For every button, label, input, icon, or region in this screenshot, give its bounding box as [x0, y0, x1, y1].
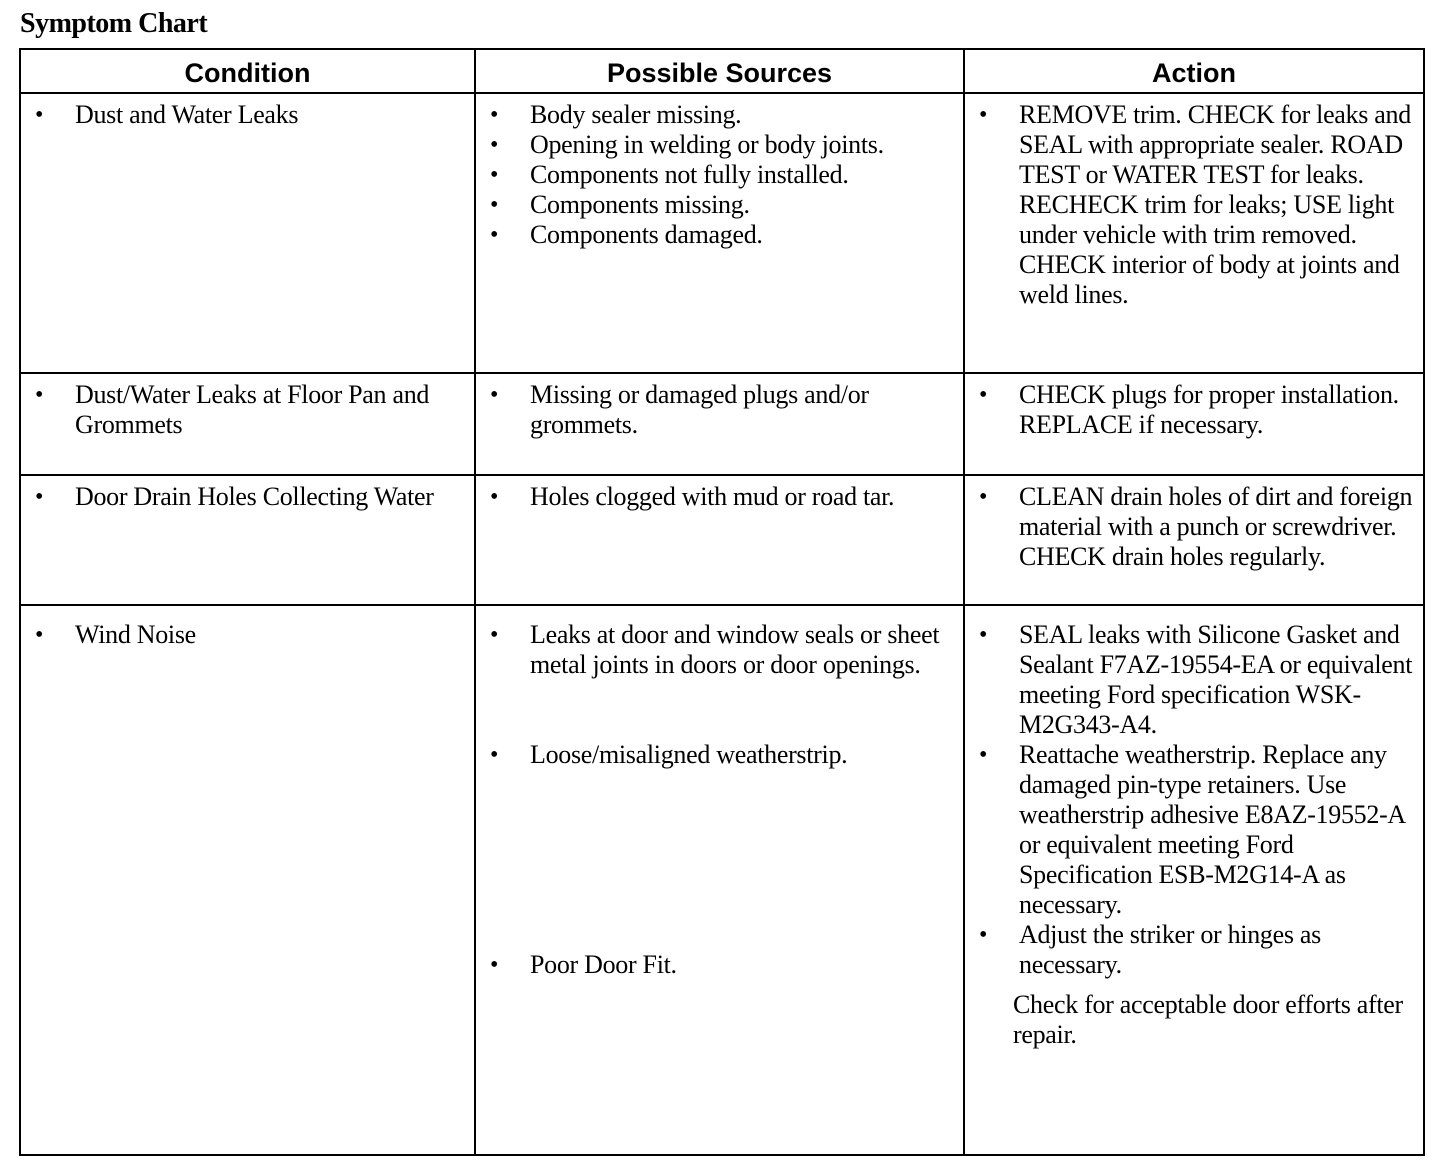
list-item: [29, 380, 466, 440]
bullet-icon: •: [35, 622, 44, 648]
bullet-icon: •: [490, 622, 499, 648]
bullet-icon: •: [490, 382, 499, 408]
condition-text: Wind Noise: [75, 620, 196, 649]
source-text: Missing or damaged plugs and/or grommets.: [530, 380, 869, 439]
table-row: [20, 475, 1424, 605]
condition-text: Door Drain Holes Collecting Water: [75, 482, 434, 511]
source-text: Leaks at door and window seals or sheet metal joints in doors or door openings.: [530, 620, 940, 679]
action-note: Check for acceptable door efforts after repair.: [1013, 990, 1403, 1049]
list-item: [484, 220, 955, 250]
action-cell: [964, 475, 1424, 605]
list-item: [484, 740, 955, 770]
bullet-icon: •: [979, 102, 988, 128]
condition-cell: [20, 93, 475, 373]
table-row: [20, 605, 1424, 1155]
bullet-icon: •: [490, 222, 499, 248]
table-row: [20, 93, 1424, 373]
bullet-icon: •: [490, 952, 499, 978]
sources-cell: [475, 93, 964, 373]
header-row: [20, 49, 1424, 93]
bullet-icon: •: [35, 102, 44, 128]
bullet-icon: •: [979, 484, 988, 510]
list-item: [484, 482, 955, 512]
action-text: REMOVE trim. CHECK for leaks and SEAL with appropriate sealer. ROAD TEST or WATER TEST for leaks. RECHECK trim for leaks; USE light under vehicle with trim removed. CHECK interior of body at joints and weld lines.: [1019, 100, 1411, 309]
list-item: [484, 130, 955, 160]
list-item: [973, 100, 1415, 310]
action-text: Reattache weatherstrip. Replace any damaged pin-type retainers. Use weatherstrip adhesive E8AZ-19552-A or equivalent meeting Ford Specification ESB-M2G14-A as necessary.: [1019, 740, 1405, 919]
sources-cell: [475, 475, 964, 605]
bullet-icon: •: [490, 102, 499, 128]
sources-cell: [475, 605, 964, 1155]
list-item: [973, 482, 1415, 572]
sources-cell: [475, 373, 964, 475]
action-text: SEAL leaks with Silicone Gasket and Sealant F7AZ-19554-EA or equivalent meeting Ford specification WSK-M2G343-A4.: [1019, 620, 1413, 739]
action-text: CHECK plugs for proper installation. REPLACE if necessary.: [1019, 380, 1399, 439]
bullet-icon: •: [35, 382, 44, 408]
list-item: [29, 620, 466, 650]
list-item: [29, 482, 466, 512]
action-cell: [964, 373, 1424, 475]
action-cell: [964, 605, 1424, 1155]
list-item: [973, 740, 1415, 920]
action-cell: [964, 93, 1424, 373]
header-possible-sources: Possible Sources: [475, 49, 964, 93]
source-text: Components missing.: [530, 190, 750, 219]
source-text: Holes clogged with mud or road tar.: [530, 482, 895, 511]
source-text: Components not fully installed.: [530, 160, 849, 189]
bullet-icon: •: [979, 382, 988, 408]
condition-cell: [20, 373, 475, 475]
bullet-icon: •: [35, 484, 44, 510]
condition-text: Dust and Water Leaks: [75, 100, 299, 129]
symptom-chart-table: [19, 48, 1425, 1156]
header-action: Action: [964, 49, 1424, 93]
source-text: Loose/misaligned weatherstrip.: [530, 740, 848, 769]
list-item: [484, 380, 955, 440]
condition-text: Dust/Water Leaks at Floor Pan and Grommets: [75, 380, 430, 439]
source-text: Components damaged.: [530, 220, 763, 249]
list-item: [484, 100, 955, 130]
bullet-icon: •: [979, 622, 988, 648]
list-item: [973, 620, 1415, 740]
action-text: CLEAN drain holes of dirt and foreign material with a punch or screwdriver. CHECK drain holes regularly.: [1019, 482, 1413, 571]
list-item: [484, 160, 955, 190]
bullet-icon: •: [490, 132, 499, 158]
source-text: Poor Door Fit.: [530, 950, 677, 979]
table-row: [20, 373, 1424, 475]
bullet-icon: •: [490, 192, 499, 218]
condition-cell: [20, 605, 475, 1155]
bullet-icon: •: [979, 742, 988, 768]
bullet-icon: •: [490, 484, 499, 510]
list-item: [484, 620, 955, 680]
list-item: [484, 190, 955, 220]
list-item: [484, 950, 955, 980]
bullet-icon: •: [979, 922, 988, 948]
action-text: Adjust the striker or hinges as necessary.: [1019, 920, 1321, 979]
document-title: Symptom Chart: [20, 8, 208, 39]
bullet-icon: •: [490, 162, 499, 188]
list-item: [973, 380, 1415, 440]
header-condition: Condition: [20, 49, 475, 93]
list-item: [29, 100, 466, 130]
list-item: [973, 920, 1415, 980]
condition-cell: [20, 475, 475, 605]
source-text: Opening in welding or body joints.: [530, 130, 884, 159]
bullet-icon: •: [490, 742, 499, 768]
source-text: Body sealer missing.: [530, 100, 742, 129]
